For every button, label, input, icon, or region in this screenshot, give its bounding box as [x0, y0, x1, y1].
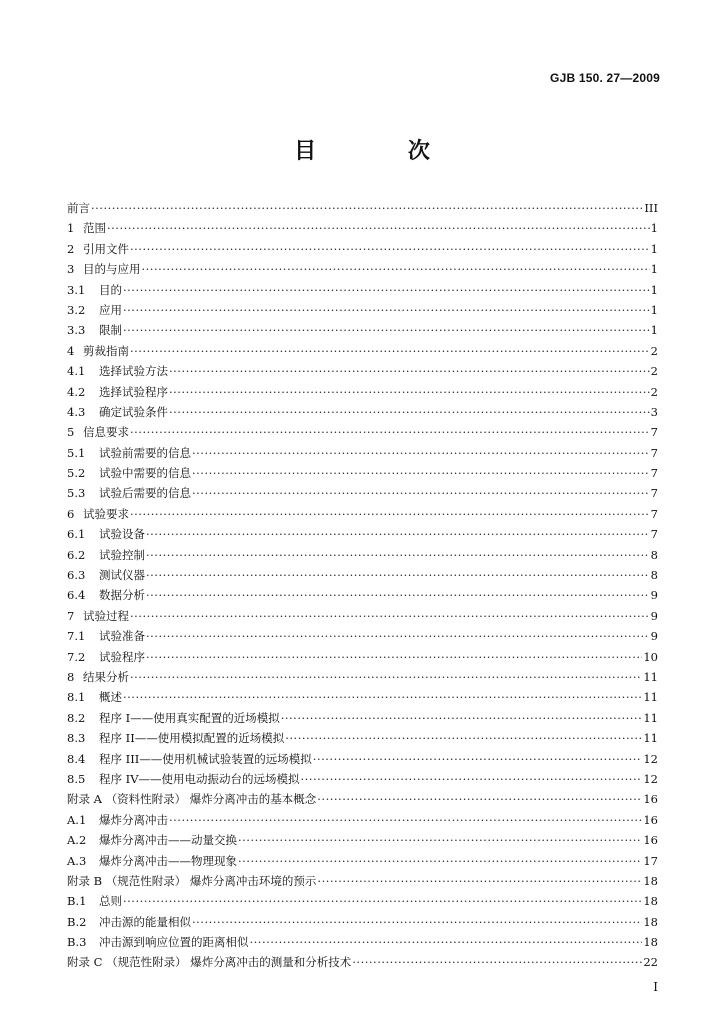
dot-leader: [317, 871, 642, 891]
toc-entry-label: 前言: [67, 201, 90, 215]
toc-entry-label: 附录 C （规范性附录） 爆炸分离冲击的测量和分析技术: [67, 955, 352, 970]
toc-entry-number: 6.3: [67, 568, 86, 583]
toc-entry-number: 6.1: [67, 527, 86, 542]
toc-entry-number: 5.3: [67, 486, 86, 501]
toc-entry-number: 1: [67, 221, 75, 236]
dot-leader: [130, 667, 642, 687]
toc-entry[interactable]: [67, 402, 658, 422]
toc-entry-number: 8: [67, 669, 75, 684]
dot-leader: [123, 280, 650, 300]
toc-entry-label: 程序 II——使用模拟配置的近场模拟: [99, 731, 285, 746]
dot-leader: [313, 749, 643, 769]
toc-entry[interactable]: [67, 483, 658, 503]
toc-entry-label: 程序 III——使用机械试验装置的远场模拟: [99, 751, 312, 766]
toc-entry[interactable]: [67, 259, 658, 279]
toc-entry-label: 剪裁指南: [83, 343, 129, 358]
toc-entry-label: 附录 B （规范性附录） 爆炸分离冲击环境的预示: [67, 873, 317, 888]
toc-entry[interactable]: [67, 952, 658, 972]
dot-leader: [192, 483, 650, 503]
toc-entry-page: 18: [643, 873, 658, 888]
toc-entry-label: 结果分析: [83, 669, 129, 684]
toc-entry-page: 1: [650, 282, 658, 297]
toc-entry-number: 6: [67, 506, 75, 521]
dot-leader: [169, 810, 642, 830]
toc-entry-label: 试验程序: [99, 649, 145, 664]
toc-entry[interactable]: [67, 626, 658, 646]
dot-leader: [192, 443, 650, 463]
dot-leader: [130, 504, 650, 524]
toc-entry-number: 2: [67, 241, 75, 256]
toc-entry[interactable]: [67, 728, 658, 748]
dot-leader: [169, 361, 650, 381]
toc-entry-page: 16: [643, 833, 658, 848]
dot-leader: [146, 647, 642, 667]
toc-entry-page: 16: [643, 792, 658, 807]
toc-entry-label: 选择试验方法: [99, 364, 168, 379]
toc-entry-page: 1: [650, 323, 658, 338]
toc-entry-number: 5.2: [67, 466, 86, 481]
toc-entry-label: 试验准备: [99, 629, 145, 644]
toc-entry-label: 冲击源的能量相似: [99, 914, 191, 929]
toc-entry-label: 爆炸分离冲击: [99, 812, 168, 827]
toc-entry-number: 4.2: [67, 384, 86, 399]
dot-leader: [352, 952, 642, 972]
toc-entry-label: 目的: [99, 282, 122, 297]
toc-entry-page: 18: [643, 894, 658, 909]
toc-entry[interactable]: [67, 606, 658, 626]
toc-entry-number: 6.4: [67, 588, 86, 603]
toc-entry-page: 17: [643, 853, 658, 868]
toc-entry-label: 冲击源到响应位置的距离相似: [99, 935, 249, 950]
dot-leader: [130, 606, 650, 626]
dot-leader: [130, 422, 650, 442]
toc-entry-label: 数据分析: [99, 588, 145, 603]
toc-entry-number: 3.1: [67, 282, 86, 297]
dot-leader: [238, 851, 642, 871]
toc-entry-page: 7: [650, 445, 658, 460]
dot-leader: [281, 708, 643, 728]
toc-entry-page: 8: [650, 568, 658, 583]
toc-entry[interactable]: [67, 382, 658, 402]
toc-entry[interactable]: [67, 810, 658, 830]
toc-entry-label: 引用文件: [83, 241, 129, 256]
toc-entry[interactable]: [67, 300, 658, 320]
toc-entry[interactable]: [67, 687, 658, 707]
toc-entry-number: A.2: [67, 833, 87, 848]
dot-leader: [285, 728, 642, 748]
toc-entry-number: A.1: [67, 812, 87, 827]
toc-entry-number: 8.3: [67, 731, 86, 746]
toc-entry-label: 试验后需要的信息: [99, 486, 191, 501]
toc-entry-page: 18: [643, 914, 658, 929]
toc-entry[interactable]: [67, 789, 658, 809]
toc-entry-label: 程序 I——使用真实配置的近场模拟: [99, 710, 280, 725]
dot-leader: [146, 524, 650, 544]
toc-entry-label: 爆炸分离冲击——动量交换: [99, 833, 237, 848]
dot-leader: [146, 585, 650, 605]
toc-entry-page: 12: [643, 751, 658, 766]
toc-entry-page: 1: [650, 302, 658, 317]
toc-entry-page: 11: [643, 731, 658, 746]
dot-leader: [146, 545, 650, 565]
dot-leader: [142, 259, 650, 279]
toc-entry-number: 4.1: [67, 364, 86, 379]
toc-entry-page: 11: [643, 690, 658, 705]
toc-entry-page: 16: [643, 812, 658, 827]
dot-leader: [123, 891, 642, 911]
toc-entry-number: B.3: [67, 935, 87, 950]
toc-entry-label: 爆炸分离冲击——物理现象: [99, 853, 237, 868]
toc-entry-number: 3: [67, 262, 75, 277]
toc-entry-label: 程序 IV——使用电动振动台的远场模拟: [99, 771, 300, 786]
toc-entry[interactable]: [67, 871, 658, 891]
toc-entry[interactable]: [67, 585, 658, 605]
dot-leader: [107, 218, 650, 238]
toc-entry[interactable]: [67, 443, 658, 463]
toc-entry-number: 8.4: [67, 751, 86, 766]
dot-leader: [146, 565, 650, 585]
toc-entry-label: 试验要求: [83, 506, 129, 521]
dot-leader: [192, 463, 650, 483]
toc-entry-label: 试验中需要的信息: [99, 466, 191, 481]
toc-entry-page: 1: [650, 262, 658, 277]
toc-entry-label: 选择试验程序: [99, 384, 168, 399]
toc-entry-label: 试验前需要的信息: [99, 445, 191, 460]
toc-entry-page: 1: [650, 221, 658, 236]
toc-entry-number: 4: [67, 343, 75, 358]
toc-entry-number: A.3: [67, 853, 87, 868]
toc-entry[interactable]: [67, 320, 658, 340]
dot-leader: [146, 626, 650, 646]
dot-leader: [123, 320, 650, 340]
toc-entry[interactable]: [67, 851, 658, 871]
toc-entry-label: 信息要求: [83, 425, 129, 440]
toc-entry-page: 11: [643, 669, 658, 684]
dot-leader: [91, 198, 643, 218]
toc-entry-label: 试验控制: [99, 547, 145, 562]
toc-entry-page: 2: [650, 343, 658, 358]
toc-entry-number: 8.2: [67, 710, 86, 725]
toc-entry-number: 7.1: [67, 629, 86, 644]
toc-entry[interactable]: [67, 565, 658, 585]
toc-entry-page: 7: [650, 425, 658, 440]
page-number: I: [653, 980, 658, 994]
dot-leader: [238, 830, 642, 850]
toc-entry[interactable]: [67, 891, 658, 911]
page-title: 目 次: [294, 139, 472, 164]
toc-entry-page: 7: [650, 506, 658, 521]
toc-entry[interactable]: [67, 769, 658, 789]
toc-entry[interactable]: [67, 280, 658, 300]
toc-entry-page: 2: [650, 364, 658, 379]
toc-entry-number: 5: [67, 425, 75, 440]
dot-leader: [130, 239, 650, 259]
toc-entry-number: 4.3: [67, 404, 86, 419]
toc-entry-page: 9: [650, 588, 658, 603]
toc-entry[interactable]: [67, 341, 658, 361]
toc-entry-label: 概述: [99, 690, 122, 705]
table-of-contents: [67, 198, 658, 973]
toc-entry-label: 试验过程: [83, 608, 129, 623]
toc-entry[interactable]: [67, 749, 658, 769]
toc-entry-number: B.2: [67, 914, 87, 929]
toc-entry-page: 18: [643, 935, 658, 950]
toc-entry-page: 2: [650, 384, 658, 399]
toc-entry[interactable]: [67, 932, 658, 952]
toc-entry-page: 3: [650, 404, 658, 419]
toc-entry-page: 7: [650, 486, 658, 501]
toc-entry[interactable]: [67, 830, 658, 850]
dot-leader: [123, 300, 650, 320]
toc-entry[interactable]: [67, 912, 658, 932]
toc-entry-label: 附录 A （资料性附录） 爆炸分离冲击的基本概念: [67, 792, 317, 807]
dot-leader: [301, 769, 643, 789]
toc-entry[interactable]: [67, 524, 658, 544]
toc-entry-number: 7: [67, 608, 75, 623]
toc-entry-label: 目的与应用: [83, 262, 141, 277]
toc-entry-page: 7: [650, 466, 658, 481]
toc-entry-page: 7: [650, 527, 658, 542]
toc-entry-number: 8.5: [67, 771, 86, 786]
toc-entry-page: 10: [643, 649, 658, 664]
toc-entry-number: 6.2: [67, 547, 86, 562]
toc-entry-label: 总则: [99, 894, 122, 909]
toc-entry-label: 测试仪器: [99, 568, 145, 583]
toc-entry-label: 确定试验条件: [99, 404, 168, 419]
toc-entry-number: 5.1: [67, 445, 86, 460]
toc-entry-page: 22: [643, 955, 658, 970]
toc-entry-label: 试验设备: [99, 527, 145, 542]
dot-leader: [169, 402, 650, 422]
toc-entry-page: 9: [650, 608, 658, 623]
dot-leader: [123, 687, 642, 707]
toc-entry[interactable]: [67, 239, 658, 259]
toc-entry[interactable]: [67, 422, 658, 442]
dot-leader: [130, 341, 650, 361]
toc-entry-number: 3.2: [67, 302, 86, 317]
toc-entry-number: B.1: [67, 894, 87, 909]
toc-entry-number: 8.1: [67, 690, 86, 705]
toc-entry[interactable]: [67, 361, 658, 381]
document-code: GJB 150. 27—2009: [550, 71, 660, 85]
toc-entry-page: 8: [650, 547, 658, 562]
toc-entry-page: III: [644, 201, 658, 215]
toc-entry-label: 范围: [83, 221, 106, 236]
toc-entry[interactable]: [67, 198, 658, 218]
toc-entry-page: 1: [650, 241, 658, 256]
toc-entry[interactable]: [67, 504, 658, 524]
dot-leader: [169, 382, 650, 402]
toc-entry[interactable]: [67, 218, 658, 238]
toc-entry-label: 限制: [99, 323, 122, 338]
toc-entry-label: 应用: [99, 302, 122, 317]
toc-entry[interactable]: [67, 708, 658, 728]
dot-leader: [317, 789, 642, 809]
toc-entry-page: 12: [643, 771, 658, 786]
toc-entry[interactable]: [67, 545, 658, 565]
toc-entry[interactable]: [67, 647, 658, 667]
toc-entry-page: 9: [650, 629, 658, 644]
toc-entry[interactable]: [67, 667, 658, 687]
toc-entry[interactable]: [67, 463, 658, 483]
toc-entry-page: 11: [643, 710, 658, 725]
toc-entry-number: 7.2: [67, 649, 86, 664]
dot-leader: [192, 912, 642, 932]
toc-entry-number: 3.3: [67, 323, 86, 338]
dot-leader: [250, 932, 643, 952]
